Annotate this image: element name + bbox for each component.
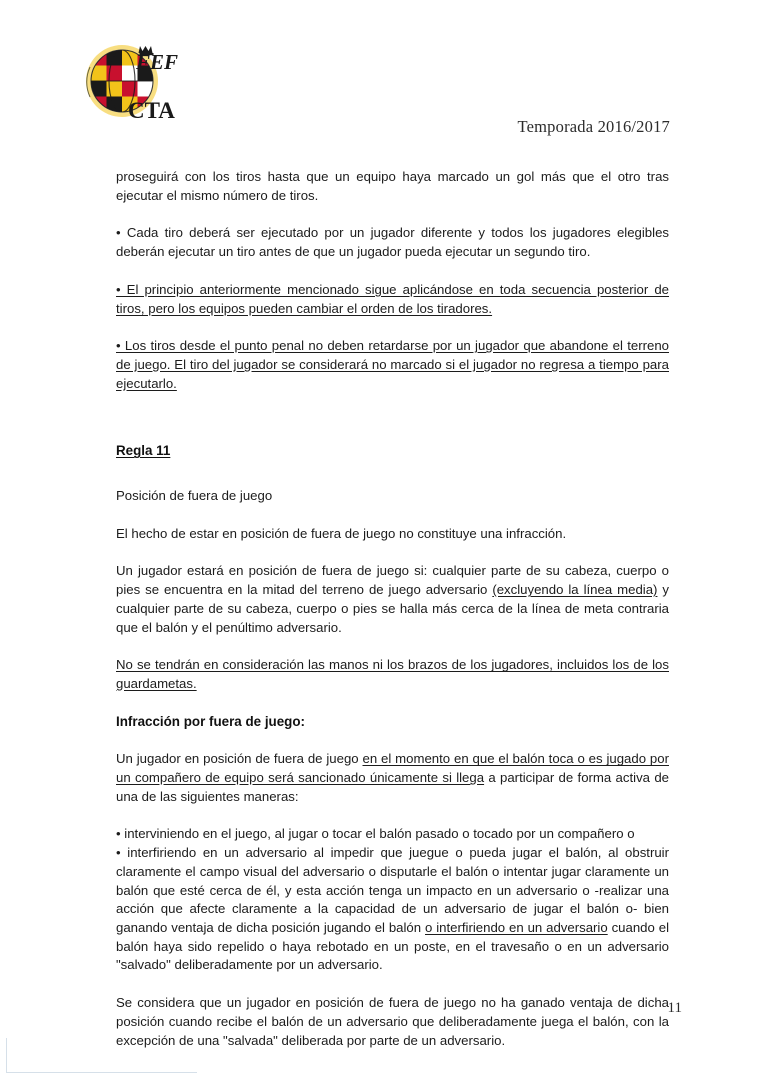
- paragraph-continuation: proseguirá con los tiros hasta que un equipo haya marcado un gol más que el otro tras ejecutar el mismo número de tiros.: [116, 169, 669, 203]
- paragraph-offside-definition: [116, 562, 669, 637]
- spacer: [116, 205, 669, 224]
- paragraph-no-advantage-gained: Se considera que un jugador en posición de fuera de juego no ha ganado ventaja de dicha posición cuando recibe el balón de un adversario que deliberadamente juega el balón, con la excepción de una "salvada" deliberada por parte de un adversario.: [116, 995, 669, 1048]
- offside-def-underlined: (excluyendo la línea media): [492, 582, 658, 598]
- page-header: [0, 0, 770, 155]
- document-body: [116, 168, 669, 1050]
- season-label: Temporada 2016/2017: [517, 117, 670, 136]
- interfering-text-2: cuando el balón haya sido repelido o haya rebotado en un poste, en el travesaño o en un adversario "salvado" deliberadamente por un adversario.: [116, 919, 670, 973]
- spacer: [116, 637, 669, 656]
- interfering-text-1: • interfiriendo en un adversario al impedir que juegue o pueda jugar el balón, al obstruir claramente el campo visual del adversario o disputarle el balón o intentar jugar claramente un balón que esté cerca de él, y esta acción tenga un impacto en un adversario o -realizar una acción que afecte claramente a la capacidad de un adversario de jugar el balón o- bien ganando ventaja de dicha posición jugando el balón: [116, 845, 669, 935]
- rule-subject: Posición de fuera de juego: [116, 488, 273, 504]
- offside-def-text-1: Un jugador estará en posición de fuera de juego si: cualquier parte de su cabeza, cuerpo o pies se encuentra en la mitad del terreno de juego adversario: [116, 563, 669, 598]
- infraction-subheading: Infracción por fuera de juego:: [116, 713, 305, 729]
- svg-text:FEF: FEF: [136, 50, 178, 74]
- bullet-intervening-in-play: • interviniendo en el juego, al jugar o tocar el balón pasado o tocado por un compañero o: [116, 826, 635, 842]
- spacer: [116, 262, 669, 281]
- paragraph-hands-and-arms: No se tendrán en consideración las manos ni los brazos de los jugadores, incluidos los de los guardametas.: [116, 657, 669, 691]
- spacer: [116, 393, 669, 424]
- paragraph-not-an-offence: El hecho de estar en posición de fuera de juego no constituye una infracción.: [116, 525, 567, 541]
- rfef-cta-logo: [78, 33, 178, 128]
- scan-edge-artifact: [6, 1038, 197, 1073]
- infraction-text-2: a participar de forma activa de una de las siguientes maneras:: [116, 770, 669, 804]
- bullet-interfering-with-opponent: [116, 844, 669, 975]
- spacer: [116, 731, 669, 750]
- svg-text:CTA: CTA: [128, 98, 175, 123]
- bullet-no-delay-penalty: • Los tiros desde el punto penal no deben retardarse por un jugador que abandone el terreno de juego. El tiro del jugador se considerará no marcado si el jugador no regresa a tiempo para ejecutarlo.: [116, 338, 669, 391]
- bullet-each-kick-different-player: • Cada tiro deberá ser ejecutado por un jugador diferente y todos los jugadores elegibles deberán ejecutar un tiro antes de que un jugador pueda ejecutar un segundo tiro.: [116, 225, 669, 260]
- emblem-icon: [78, 33, 178, 128]
- spacer: [116, 318, 669, 337]
- offside-def-text-2: y cualquier parte de su cabeza, cuerpo o pies se halla más cerca de la línea de meta contraria que el balón y el penúltimo adversario.: [116, 582, 669, 635]
- interfering-underlined: o interfiriendo en un adversario: [425, 919, 608, 935]
- bullet-principle-continues: • El principio anteriormente mencionado sigue aplicándose en toda secuencia posterior de tiros, pero los equipos pueden cambiar el orden de los tiradores.: [116, 281, 669, 316]
- spacer: [116, 461, 669, 487]
- spacer: [116, 806, 669, 825]
- infraction-underlined: en el momento en que el balón toca o es jugado por un compañero de equipo será sancionado únicamente si llega: [116, 751, 669, 786]
- rule-heading: Regla 11: [116, 443, 171, 459]
- spacer: [116, 506, 669, 525]
- spacer: [116, 975, 669, 994]
- spacer: [116, 543, 669, 562]
- spacer: [116, 424, 669, 442]
- spacer: [116, 694, 669, 713]
- infraction-text-1: Un jugador en posición de fuera de juego: [116, 751, 363, 767]
- paragraph-infraction-conditions: [116, 750, 669, 806]
- page-number: 11: [667, 1000, 682, 1016]
